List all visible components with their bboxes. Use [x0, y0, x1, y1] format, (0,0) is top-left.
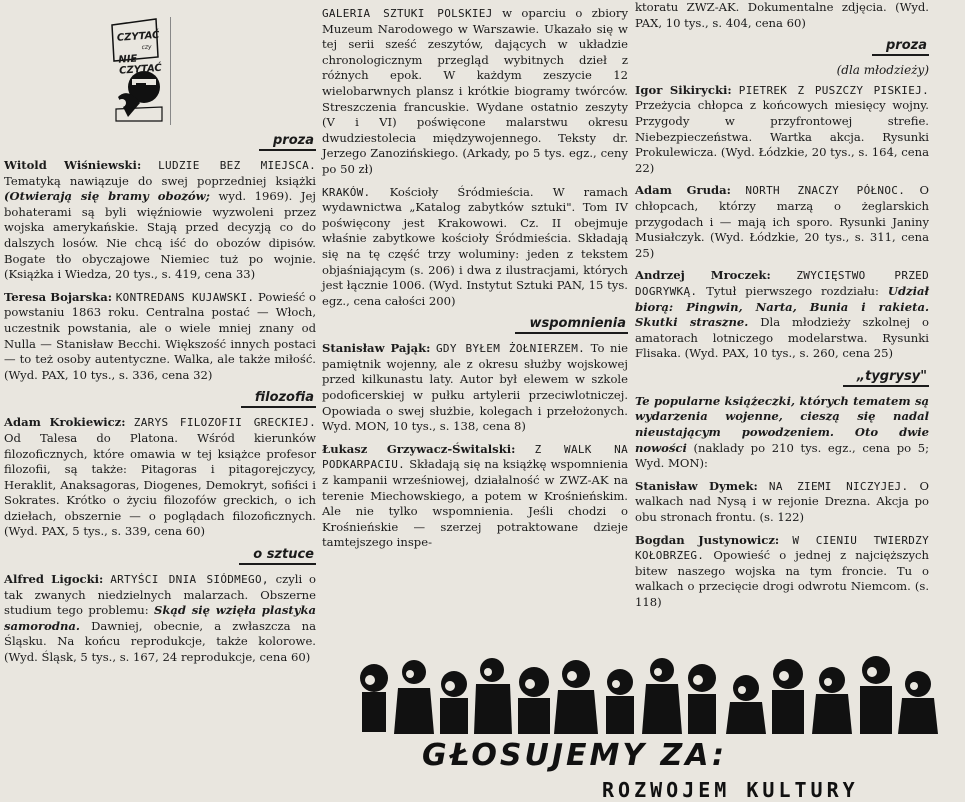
- entry-italic: Te popularne książeczki, których tematem są wydarzenia wojenne, cieszą się nadal nieustającym powodzeniem. Oto dwie nowości: [635, 393, 929, 455]
- entry-text: w oparciu o zbiory Muzeum Narodowego w Warszawie. Ukazało się w tej serii sześć zeszytów, dających w układzie chronologicznym przegląd wybitnych dzieł z różnych epok. W każdym zeszycie 12 wielobarwnych plansz i krótkie biogramy twórców. Streszczenia francuskie. Wydane ostatnio zeszyty (V i VI) poświęcone malarstwu okresu dwudziestolecia międzywojennego. Teksty dr. Jerzego Zanozińskiego. (Arkady, po 5 tys. egz., ceny po 50 zł): [322, 6, 629, 176]
- entry-author: Stanisław Dymek:: [635, 478, 758, 493]
- entry-author: Andrzej Mroczek:: [635, 268, 771, 283]
- entry-text: czyli o tak zwanych niedzielnych malarzach. Obszerne studium tego problemu:: [4, 572, 317, 618]
- entry-italic: Skąd się wzięła plastyka samorodna.: [4, 603, 316, 633]
- entry-text: Powieść o powstaniu 1863 roku. Centralna postać — Włoch, uczestnik powstania, ale o wiele mniej znany od Nulla — Stanisław Becchi. Większość innych postaci — to też osoby autentyczne. Walka, ale także miłość. (Wyd. PAX, 10 tys., s. 336, cena 32): [4, 289, 316, 382]
- entry-title: W CIENIU TWIERDZY KOŁOBRZEG.: [635, 533, 930, 563]
- series-intro: [635, 394, 929, 472]
- entry-text: Kościoły Śródmieścia. W ramach wydawnictwa „Katalog zabytków sztuki". Tom IV poświęcony jest Krakowowi. Cz. II obejmuje właśnie zabytkowe kościoły Śródmieścia. Składają się na tę część trzy woluminy: jeden z tekstem objaśniającym (s. 206) i dwa z ilustracjami, których jest łącznie 1006. (Wyd. Instytut Sztuki PAN, 15 tys. egz., cena całości 200): [322, 184, 629, 308]
- entry-text: wyd. 1969). Jej bohaterami są byli więźniowie wyzwoleni przez wojska amerykańskie. Stają przed decyzją co do dalszych losów. Nie chcą iść do obozów dipisów. Bogate tło obyczajowe Niemiec tuż po wojnie. (Książka i Wiedza, 20 tys., s. 419, cena 33): [4, 189, 317, 282]
- voting-banner: [352, 648, 942, 800]
- book-entry: [322, 341, 628, 435]
- logo-line1: CZYTAĆ: [116, 29, 160, 44]
- crowd-faces-illustration: [352, 648, 942, 736]
- column-middle: [322, 0, 628, 558]
- entry-author: Adam Gruda:: [635, 183, 731, 198]
- book-entry: [322, 185, 628, 310]
- book-entry: [322, 442, 628, 551]
- entry-text: O walkach nad Nysą i w rejonie Drezna. Akcja po obu stronach frontu. (s. 122): [635, 478, 930, 525]
- logo-area: [4, 0, 316, 128]
- entry-text: Tematyką nawiązuje do swej poprzedniej książki: [4, 173, 316, 188]
- logo-line2: NIE CZYTAĆ: [118, 53, 163, 77]
- entry-author: Adam Krokiewicz:: [4, 415, 126, 430]
- entry-text: Dla młodzieży szkolnej o amatorach lotniczego modelarstwa. Rysunki Flisaka. (Wyd. PAX, 10 tys., s. 260, cena 25): [635, 315, 930, 361]
- czytac-logo: [108, 17, 171, 125]
- section-heading-o-sztuce: o sztuce: [4, 547, 316, 563]
- continued-text: ktoratu ZWZ-AK. Dokumentalne zdjęcia. (Wyd. PAX, 10 tys., s. 404, cena 60): [635, 0, 929, 30]
- section-heading-filozofia: filozofia: [4, 390, 316, 406]
- entry-italic: Udział biorą: Pingwin, Narta, Bunia i rakieta. Skutki straszne.: [635, 283, 930, 330]
- entry-title: Z WALK NA PODKARPACIU.: [322, 442, 629, 472]
- entry-title: KRAKÓW.: [322, 185, 371, 199]
- entry-text: (naklady po 210 tys. egz., cena po 5; Wyd. MON):: [635, 440, 930, 471]
- section-heading-wspomnienia: wspomnienia: [322, 316, 628, 332]
- entry-title: NA ZIEMI NICZYJEJ.: [768, 479, 909, 493]
- column-left: [4, 0, 316, 673]
- book-entry: [635, 479, 929, 526]
- entry-title: ZWYCIĘSTWO PRZED DOGRYWKĄ.: [635, 269, 930, 298]
- entry-title: ARTYŚCI DNIA SIÓDMEGO,: [110, 573, 269, 587]
- entry-text: Od Talesa do Platona. Wśród kierunków filozoficznych, które omawia w tej książce profesor filozofii, są także: Pitagoras i pitagorejczycy, Heraklit, Anaksagoras, Diogenes, Demokryt, sofiści i Sokrates. Krótko o życiu filozofów greckich, o ich dziełach, obszernie — o poglądach filozoficznych. (Wyd. PAX, 5 tys., s. 339, cena 60): [4, 430, 316, 539]
- section-subheading: (dla młodzieży): [836, 63, 929, 78]
- book-entry: [4, 572, 316, 666]
- entry-author: Stanisław Pająk:: [322, 341, 431, 356]
- entry-text: Opowieść o jednej z najcięższych bitew naszego wojska na tym froncie. Tu o walkach o przecięcie drogi odwrotu Niemcom. (s. 118): [635, 548, 930, 609]
- book-entry: [4, 290, 316, 384]
- book-entry: [4, 158, 316, 283]
- entry-text: To nie pamiętnik wojenny, ale z okresu służby wojskowej przed kilkunastu laty. Autor był elewem w szkole podoficerskiej w pułku artylerii przeciwlotniczej. Opowiada o swej służbie, kolegach i przełożonych. Wyd. MON, 10 tys., s. 138, cena 8): [322, 341, 629, 434]
- entry-author: Bogdan Justynowicz:: [635, 532, 780, 547]
- book-entry: [4, 415, 316, 540]
- entry-text: Składają się na książkę wspomnienia z kampanii wrześniowej, działalność w ZWZ-AK na terenie Miechowskiego, a potem w Krośnieńskim. Ale nie tylko wspomnienia. Jeśli chodzi o Krośnieńskie — szerzej potraktowane dzieje tamtejszego inspe-: [322, 457, 629, 550]
- entry-text: Przeżycia chłopca z końcowych miesięcy wojny. Przygody w przyfrontowej strefie. Niebezpieczeństwa. Wartka akcja. Rysunki Prokulewicza. (Wyd. Łódzkie, 20 tys., s. 164, cena 22): [635, 98, 929, 175]
- entry-author: Witold Wiśniewski:: [4, 158, 142, 172]
- book-entry: [635, 83, 929, 177]
- entry-title: ZARYS FILOZOFII GRECKIEJ.: [133, 416, 316, 430]
- entry-text: Dawniej, obecnie, a zwłaszcza na Śląsku. Na końcu reprodukcje, także kolorowe. (Wyd. Śląsk, 5 tys., s. 167, 24 reprodukcje, cena 60): [4, 618, 316, 665]
- entry-author: Alfred Ligocki:: [4, 572, 104, 587]
- entry-author: Igor Sikirycki:: [635, 82, 732, 97]
- section-heading-proza-mlodziez: proza: [635, 38, 929, 54]
- entry-author: Teresa Bojarska:: [4, 289, 112, 304]
- logo-text: [117, 29, 172, 77]
- entry-text: O chłopcach, którzy marzą o żeglarskich przygodach i — mają ich sporo. Rysunki Janiny Musiałczyk. (Wyd. Łódzkie, 20 tys., s. 311, cena 25): [635, 183, 930, 260]
- entry-title: NORTH ZNACZY PÓŁNOC.: [745, 184, 906, 198]
- entry-author: Łukasz Grzywacz-Świtalski:: [322, 441, 516, 456]
- section-heading-proza: proza: [4, 133, 316, 149]
- book-entry: [635, 183, 929, 261]
- banner-subline: ROZWOJEM KULTURY: [602, 778, 859, 802]
- book-entry: [322, 6, 628, 178]
- book-entry: [635, 533, 929, 611]
- column-right: [635, 0, 929, 618]
- banner-headline: GŁOSUJEMY ZA:: [422, 738, 728, 773]
- entry-title: KONTREDANS KUJAWSKI.: [115, 290, 255, 304]
- entry-text: Tytuł pierwszego rozdziału:: [706, 283, 879, 298]
- book-entry: [635, 268, 929, 362]
- entry-title: GALERIA SZTUKI POLSKIEJ: [322, 7, 493, 20]
- logo-small: czy: [141, 43, 152, 52]
- section-heading-tygrysy: „tygrysy": [635, 369, 929, 385]
- entry-title: PIETREK Z PUSZCZY PISKIEJ.: [738, 83, 929, 97]
- entry-title: GDY BYŁEM ŻOŁNIERZEM.: [435, 342, 586, 356]
- entry-italic: (Otwierają się bramy obozów;: [4, 189, 210, 204]
- entry-title: LUDZIE BEZ MIEJSCA.: [158, 159, 317, 172]
